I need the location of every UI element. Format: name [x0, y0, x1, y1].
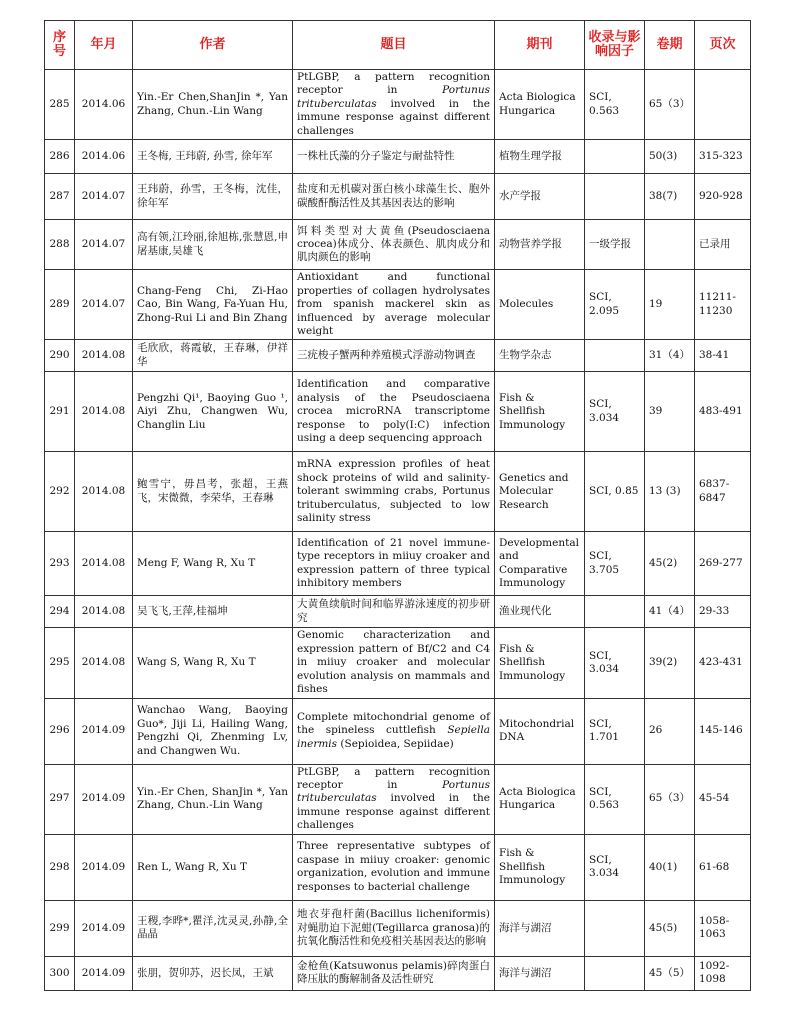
table-row	[45, 220, 751, 270]
pages-cell: 1058-1063	[695, 900, 751, 956]
seq-cell: 298	[45, 834, 75, 900]
journal-cell: Mitochondrial DNA	[495, 698, 585, 764]
title-text: Antioxidant and functional properties of collagen hydrolysates from spanish mackerel skin as influenced by average molecular weight	[297, 271, 490, 337]
seq-cell: 292	[45, 452, 75, 532]
header-year-month: 年月	[75, 21, 133, 70]
seq-cell: 286	[45, 140, 75, 174]
header-journal: 期刊	[495, 21, 585, 70]
journal-cell: Fish & Shellfish Immunology	[495, 372, 585, 452]
header-index: 收录与影响因子	[585, 21, 645, 70]
pages-cell: 269-277	[695, 532, 751, 596]
authors-cell: Wang S, Wang R, Xu T	[133, 628, 293, 698]
table-row	[45, 764, 751, 834]
journal-cell: 渔业现代化	[495, 596, 585, 628]
authors-cell: 高有领,江玲丽,徐旭栋,张慧恩,申屠基康,吴雄飞	[133, 220, 293, 270]
title-cell	[293, 764, 495, 834]
journal-cell: Developmental and Comparative Immunology	[495, 532, 585, 596]
title-text: Identification and comparative analysis of the Pseudosciaena crocea microRNA transcriptome response to poly(I:C) infection using a deep sequencing approach	[297, 378, 490, 445]
volume-cell: 65（3）	[645, 70, 695, 140]
date-cell: 2014.06	[75, 140, 133, 174]
title-cell	[293, 834, 495, 900]
title-text: PtLGBP, a pattern recognition receptor in	[297, 71, 490, 97]
volume-cell: 31（4）	[645, 340, 695, 372]
index-cell	[585, 340, 645, 372]
index-cell	[585, 140, 645, 174]
journal-cell: Molecules	[495, 270, 585, 340]
volume-cell: 41（4）	[645, 596, 695, 628]
volume-cell	[645, 220, 695, 270]
title-text: 盐度和无机碳对蛋白核小球藻生长、胞外碳酸酐酶活性及其基因表达的影响	[297, 183, 490, 209]
seq-cell: 297	[45, 764, 75, 834]
title-cell	[293, 900, 495, 956]
pages-cell: 38-41	[695, 340, 751, 372]
seq-cell: 300	[45, 956, 75, 990]
index-cell	[585, 900, 645, 956]
date-cell: 2014.07	[75, 174, 133, 220]
authors-cell: 吴飞飞,王萍,桂福坤	[133, 596, 293, 628]
journal-cell: Fish & Shellfish Immunology	[495, 834, 585, 900]
table-row	[45, 140, 751, 174]
pages-cell: 61-68	[695, 834, 751, 900]
pages-cell: 145-146	[695, 698, 751, 764]
table-row	[45, 900, 751, 956]
index-cell: SCI, 0.85	[585, 452, 645, 532]
index-cell: SCI, 3.034	[585, 834, 645, 900]
title-text: 大黄鱼续航时间和临界游泳速度的初步研究	[297, 598, 490, 624]
seq-cell: 294	[45, 596, 75, 628]
volume-cell: 50(3)	[645, 140, 695, 174]
seq-cell: 299	[45, 900, 75, 956]
title-text: Genomic characterization and expression pattern of Bf/C2 and C4 in miiuy croaker and molecular evolution analysis on mammals and fishes	[297, 629, 490, 696]
date-cell: 2014.08	[75, 372, 133, 452]
date-cell: 2014.08	[75, 532, 133, 596]
publication-table	[44, 20, 751, 991]
title-text: PtLGBP, a pattern recognition receptor in	[297, 765, 490, 791]
pages-cell: 483-491	[695, 372, 751, 452]
authors-cell: 毛欣欣，蒋霞敏，王春琳，伊祥华	[133, 340, 293, 372]
title-text: 金枪鱼(Katsuwonus pelamis)碎肉蛋白降压肽的酶解制备及活性研究	[297, 959, 490, 986]
journal-cell: Acta Biologica Hungarica	[495, 764, 585, 834]
date-cell: 2014.08	[75, 452, 133, 532]
title-text: Complete mitochondrial genome of the spineless cuttlefish	[297, 710, 490, 737]
seq-cell: 288	[45, 220, 75, 270]
header-volume: 卷期	[645, 21, 695, 70]
pages-cell	[695, 70, 751, 140]
authors-cell: Ren L, Wang R, Xu T	[133, 834, 293, 900]
title-cell	[293, 270, 495, 340]
header-authors: 作者	[133, 21, 293, 70]
pages-cell: 45-54	[695, 764, 751, 834]
date-cell: 2014.09	[75, 698, 133, 764]
table-row	[45, 270, 751, 340]
authors-cell: 王稷,李晔*,瞿洋,沈灵灵,孙静,全晶晶	[133, 900, 293, 956]
date-cell: 2014.09	[75, 956, 133, 990]
header-pages: 页次	[695, 21, 751, 70]
title-text: 三疣梭子蟹两种养殖模式浮游动物调查	[297, 349, 476, 362]
title-text: involved in the immune response against different challenges	[297, 792, 490, 832]
volume-cell: 45(5)	[645, 900, 695, 956]
volume-cell: 26	[645, 698, 695, 764]
pages-cell: 6837-6847	[695, 452, 751, 532]
title-cell	[293, 596, 495, 628]
title-text: 饵料类型对大黄鱼(Pseudosciaena crocea)体成分、体表颜色、肌肉成分和肌肉颜色的影响	[297, 224, 490, 264]
index-cell	[585, 956, 645, 990]
table-row	[45, 70, 751, 140]
title-cell	[293, 628, 495, 698]
title-cell	[293, 452, 495, 532]
journal-cell: 动物营养学报	[495, 220, 585, 270]
title-italic-text: Portunus trituberculatas	[297, 84, 490, 110]
authors-cell: Chang-Feng Chi, Zi-Hao Cao, Bin Wang, Fa-Yuan Hu, Zhong-Rui Li and Bin Zhang	[133, 270, 293, 340]
table-row	[45, 174, 751, 220]
table-row	[45, 452, 751, 532]
title-cell	[293, 532, 495, 596]
table-row	[45, 340, 751, 372]
table-row	[45, 372, 751, 452]
volume-cell: 13 (3)	[645, 452, 695, 532]
table-row	[45, 628, 751, 698]
title-text: 一株杜氏藻的分子鉴定与耐盐特性	[297, 149, 455, 162]
title-cell	[293, 698, 495, 764]
pages-cell: 已录用	[695, 220, 751, 270]
authors-cell: Yin.-Er Chen,ShanJin *, Yan Zhang, Chun.-Lin Wang	[133, 70, 293, 140]
pages-cell: 1092-1098	[695, 956, 751, 990]
date-cell: 2014.06	[75, 70, 133, 140]
table-row	[45, 834, 751, 900]
title-cell	[293, 70, 495, 140]
title-text: 地衣芽孢杆菌(Bacillus licheniformis)对蝇肋迫下泥蚶(Tegillarca granosa)的抗氧化酶活性和免疫相关基因表达的影响	[297, 908, 490, 947]
header-seq: 序号	[45, 21, 75, 70]
volume-cell: 65（3）	[645, 764, 695, 834]
volume-cell: 38(7)	[645, 174, 695, 220]
table-row	[45, 956, 751, 990]
title-italic-text: Portunus trituberculatas	[297, 779, 490, 805]
title-cell	[293, 140, 495, 174]
journal-cell: Acta Biologica Hungarica	[495, 70, 585, 140]
journal-cell: 海洋与湖沼	[495, 956, 585, 990]
pages-cell: 920-928	[695, 174, 751, 220]
seq-cell: 289	[45, 270, 75, 340]
index-cell: SCI, 1.701	[585, 698, 645, 764]
seq-cell: 295	[45, 628, 75, 698]
seq-cell: 290	[45, 340, 75, 372]
journal-cell: 植物生理学报	[495, 140, 585, 174]
date-cell: 2014.09	[75, 834, 133, 900]
authors-cell: 张朋，贺卯苏，迟长凤，王斌	[133, 956, 293, 990]
title-text: Three representative subtypes of caspase in miiuy croaker: genomic organization, evolution and immune responses to bacterial challenge	[297, 840, 490, 893]
index-cell: SCI, 2.095	[585, 270, 645, 340]
header-row	[45, 21, 751, 70]
index-cell: 一级学报	[585, 220, 645, 270]
authors-cell: Yin.-Er Chen, ShanJin *, Yan Zhang, Chun.-Lin Wang	[133, 764, 293, 834]
pages-cell: 423-431	[695, 628, 751, 698]
title-text: Identification of 21 novel immune-type receptors in miiuy croaker and expression pattern of three typical inhibitory members	[297, 537, 490, 590]
index-cell: SCI, 0.563	[585, 70, 645, 140]
authors-cell: Meng F, Wang R, Xu T	[133, 532, 293, 596]
volume-cell: 45(2)	[645, 532, 695, 596]
authors-cell: 鲍雪宁，毋昌考，张超，王燕飞，宋微微，李荣华，王春琳	[133, 452, 293, 532]
index-cell: SCI, 3.034	[585, 628, 645, 698]
index-cell: SCI, 0.563	[585, 764, 645, 834]
date-cell: 2014.07	[75, 220, 133, 270]
title-text: involved in the immune response against different challenges	[297, 97, 490, 137]
index-cell	[585, 596, 645, 628]
date-cell: 2014.09	[75, 900, 133, 956]
volume-cell: 39(2)	[645, 628, 695, 698]
title-cell	[293, 340, 495, 372]
volume-cell: 40(1)	[645, 834, 695, 900]
table-row	[45, 596, 751, 628]
seq-cell: 296	[45, 698, 75, 764]
volume-cell: 39	[645, 372, 695, 452]
authors-cell: 王玮蔚，孙雪，王冬梅，沈佳，徐年军	[133, 174, 293, 220]
index-cell: SCI, 3.705	[585, 532, 645, 596]
journal-cell: Fish & Shellfish Immunology	[495, 628, 585, 698]
title-cell	[293, 372, 495, 452]
index-cell: SCI, 3.034	[585, 372, 645, 452]
title-cell	[293, 956, 495, 990]
journal-cell: 海洋与湖沼	[495, 900, 585, 956]
header-title: 题目	[293, 21, 495, 70]
journal-cell: Genetics and Molecular Research	[495, 452, 585, 532]
table-row	[45, 698, 751, 764]
title-text: mRNA expression profiles of heat shock proteins of wild and salinity-tolerant swimming crabs, Portunus trituberculatus, subjected to low salinity stress	[297, 458, 490, 525]
pages-cell: 29-33	[695, 596, 751, 628]
seq-cell: 293	[45, 532, 75, 596]
title-cell	[293, 174, 495, 220]
table-row	[45, 532, 751, 596]
date-cell: 2014.08	[75, 340, 133, 372]
seq-cell: 291	[45, 372, 75, 452]
authors-cell: Wanchao Wang, Baoying Guo*, Jiji Li, Hailing Wang, Pengzhi Qi, Zhenming Lv, and Changwen Wu.	[133, 698, 293, 764]
pages-cell: 11211-11230	[695, 270, 751, 340]
pages-cell: 315-323	[695, 140, 751, 174]
date-cell: 2014.09	[75, 764, 133, 834]
authors-cell: Pengzhi Qi¹, Baoying Guo ¹, Aiyi Zhu, Changwen Wu, Changlin Liu	[133, 372, 293, 452]
date-cell: 2014.07	[75, 270, 133, 340]
title-cell	[293, 220, 495, 270]
seq-cell: 287	[45, 174, 75, 220]
authors-cell: 王冬梅, 王玮蔚, 孙雪, 徐年军	[133, 140, 293, 174]
seq-cell: 285	[45, 70, 75, 140]
date-cell: 2014.08	[75, 628, 133, 698]
journal-cell: 水产学报	[495, 174, 585, 220]
index-cell	[585, 174, 645, 220]
date-cell: 2014.08	[75, 596, 133, 628]
volume-cell: 45（5）	[645, 956, 695, 990]
volume-cell: 19	[645, 270, 695, 340]
title-italic-text: Sepiella inermis	[297, 724, 490, 750]
title-text: (Sepioidea, Sepiidae)	[337, 737, 454, 750]
journal-cell: 生物学杂志	[495, 340, 585, 372]
